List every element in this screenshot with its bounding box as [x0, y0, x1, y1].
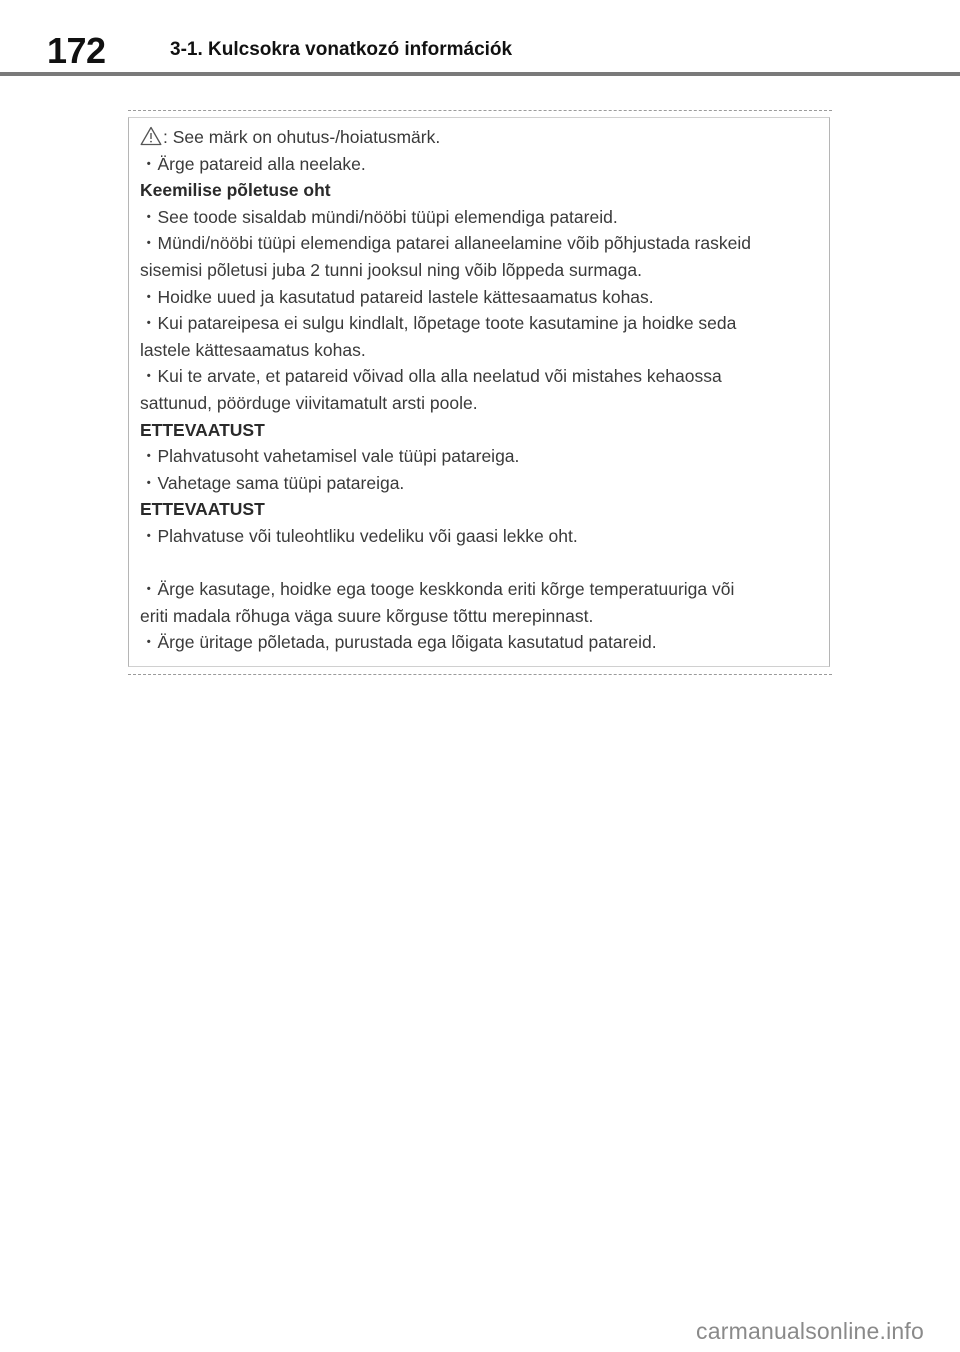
battery-warning-box-inner — [128, 117, 830, 667]
warning-text-lines — [140, 124, 820, 656]
warning-text: ・Ärge üritage põletada, purustada ega lõigata kasutatud patareid. — [140, 632, 657, 653]
warning-text-line — [140, 390, 820, 417]
warning-text: eriti madala rõhuga väga suure kõrguse tõttu merepinnast. — [140, 605, 594, 626]
blank-line — [140, 550, 820, 577]
warning-text: ETTEVAATUST — [140, 419, 265, 440]
warning-text: ・Ärge kasutage, hoidke ega tooge keskkonda eriti kõrge temperatuuriga või — [140, 579, 735, 600]
warning-text: ・See toode sisaldab mündi/nööbi tüüpi elemendiga patareid. — [140, 206, 618, 227]
warning-text: ・Hoidke uued ja kasutatud patareid lastele kättesaamatus kohas. — [140, 286, 654, 307]
warning-text-line — [140, 124, 820, 151]
warning-text-line — [140, 257, 820, 284]
warning-text: ・Ärge patareid alla neelake. — [140, 153, 366, 174]
warning-text: lastele kättesaamatus kohas. — [140, 339, 366, 360]
warning-text-line — [140, 337, 820, 364]
page-header — [0, 0, 960, 78]
warning-text: : See märk on ohutus-/hoiatusmärk. — [163, 127, 441, 147]
warning-text: sattunud, pöörduge viivitamatult arsti poole. — [140, 392, 478, 413]
warning-text: ・Kui te arvate, et patareid võivad olla alla neelatud või mistahes kehaossa — [140, 366, 722, 387]
page-number: 172 — [47, 30, 106, 71]
section-title: 3-1. Kulcsokra vonatkozó információk — [170, 39, 513, 60]
warning-text-line — [140, 284, 820, 311]
warning-text-line — [140, 230, 820, 257]
warning-text-line — [140, 470, 820, 497]
warning-heading — [140, 496, 820, 523]
warning-text: ETTEVAATUST — [140, 499, 265, 520]
warning-heading — [140, 177, 820, 204]
warning-text-line — [140, 310, 820, 337]
warning-text: ・Plahvatusoht vahetamisel vale tüüpi patareiga. — [140, 446, 520, 467]
warning-text-line — [140, 629, 820, 656]
warning-text-line — [140, 576, 820, 603]
warning-text: ・Vahetage sama tüüpi patareiga. — [140, 472, 405, 493]
warning-text: ・Mündi/nööbi tüüpi elemendiga patarei allaneelamine võib põhjustada raskeid — [140, 233, 751, 254]
warning-text-line — [140, 523, 820, 550]
battery-warning-box — [128, 110, 832, 675]
warning-text: ・Plahvatuse või tuleohtliku vedeliku või gaasi lekke oht. — [140, 525, 578, 546]
warning-text: sisemisi põletusi juba 2 tunni jooksul ning võib lõppeda surmaga. — [140, 259, 642, 280]
header-divider — [0, 72, 960, 76]
warning-text-line — [140, 204, 820, 231]
warning-heading — [140, 417, 820, 444]
warning-text-line — [140, 151, 820, 178]
warning-text: Keemilise põletuse oht — [140, 180, 331, 201]
warning-text-line — [140, 443, 820, 470]
warning-triangle-icon — [140, 126, 162, 146]
warning-text: ・Kui patareipesa ei sulgu kindlalt, lõpetage toote kasutamine ja hoidke seda — [140, 313, 737, 334]
warning-text-line — [140, 363, 820, 390]
warning-text-line — [140, 603, 820, 630]
watermark: carmanualsonline.info — [696, 1318, 924, 1344]
